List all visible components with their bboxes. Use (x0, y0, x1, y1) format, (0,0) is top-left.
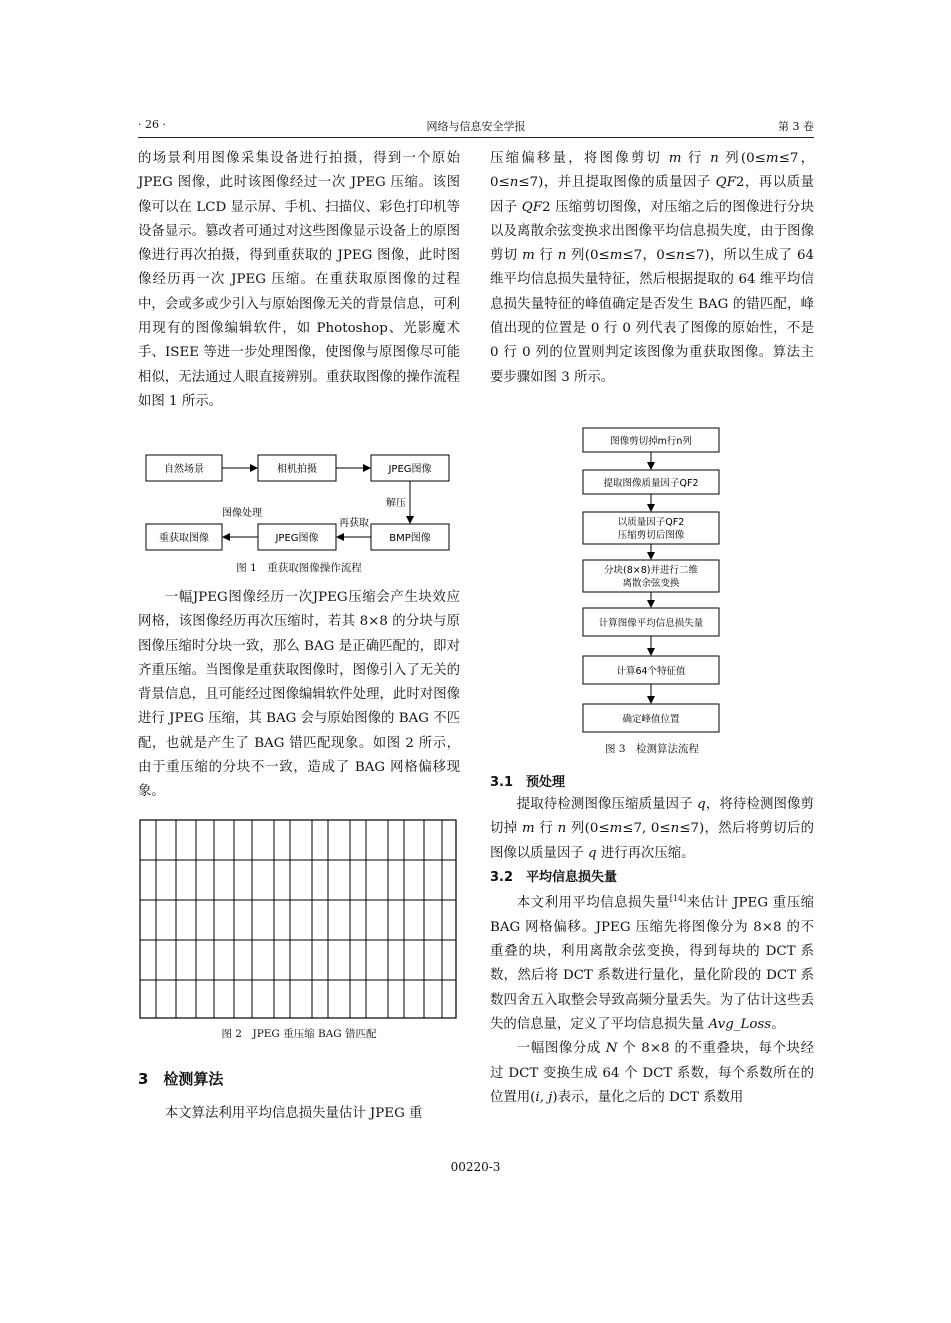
header-rule (138, 137, 814, 138)
left-paragraph-1 (138, 147, 460, 414)
para32-part-c: 。 (771, 1016, 785, 1032)
fig3-label-step3b: 压缩剪切后图像 (617, 530, 685, 541)
figure-3-flowchart (582, 426, 722, 738)
math-variable: n (710, 151, 719, 166)
fig1-label-process: 图像处理 (222, 508, 262, 519)
text-run: ≤7，0≤ (490, 151, 814, 191)
math-variable: q (697, 797, 706, 812)
math-variable: QF (521, 199, 543, 215)
math-variable: m (522, 248, 535, 264)
text-run: 压缩偏移量，将图像剪切 (490, 151, 669, 166)
math-variable: q (588, 845, 597, 861)
right-para31-text (490, 793, 814, 866)
fig3-label-step3a: 以质量因子QF2 (617, 517, 685, 528)
figure-1-flowchart (138, 448, 460, 558)
fig1-label-jpeg-top: JPEG图像 (388, 464, 432, 475)
fig1-label-jpeg-bottom: JPEG图像 (275, 533, 319, 544)
fig1-label-decompress: 解压 (386, 498, 406, 509)
text-run: 行 (681, 151, 711, 166)
math-variable: m (668, 151, 682, 166)
math-variable: n (557, 248, 567, 264)
figure-1-caption: 图 1 重获取图像操作流程 (236, 562, 362, 574)
citation-ref: [14] (669, 894, 687, 903)
left-para1-text: 的场景利用图像采集设备进行拍摄，得到一个原始 JPEG 图像，此时该图像经过一次 JPEG 压缩。该图像可以在 LCD 显示屏、手机、扫描仪、彩色打印机等设备显示。篡改者可通过对这些图像显示设备上的原图像进行再次拍摄，得到重获取的 JPEG 图像，此时图像经历再一次 JPEG 压缩。在重获取原图像的过程中，会或多或少引入与原始图像无关的背景信息，可利用现有的图像编辑软件，如 Photoshop、光影魔术手、ISEE 等进一步处理图像，使图像与原图像尽可能相似，无法通过人眼直接辨别。重获取图像的操作流程如图 1 所示。 (138, 151, 460, 409)
para33-var-ij: i, j (535, 1089, 553, 1105)
math-variable: n (675, 248, 685, 264)
right-paragraph-1 (490, 147, 814, 390)
section-3-2-title: 3.2 平均信息损失量 (490, 870, 618, 885)
text-run: 列(0≤ (566, 821, 610, 837)
fig1-label-reacquire: 再获取 (339, 518, 369, 529)
right-para1-text (490, 147, 814, 390)
text-run: 2，再以质量因子 (490, 175, 814, 215)
fig3-label-step6: 计算64个特征值 (616, 666, 686, 677)
section-3-title: 3 检测算法 (138, 1070, 224, 1088)
fig3-label-step4a: 分块(8×8)并进行二维 (604, 565, 698, 576)
math-variable: QF (715, 175, 736, 191)
math-variable: m (609, 821, 623, 837)
text-run: 进行再次压缩。 (596, 845, 695, 861)
text-run: ，将待检测图像剪切掉 (490, 797, 814, 837)
math-variable: n (557, 821, 567, 837)
section-3-1-title: 3.1 预处理 (490, 775, 566, 790)
para33-part-a: 一幅图像分成 (516, 1041, 606, 1057)
text-run: 列(0≤ (566, 248, 610, 264)
figure-2-grid (138, 818, 460, 1024)
right-para33-text (490, 1037, 814, 1110)
journal-name: 网络与信息安全学报 (426, 120, 526, 133)
left-paragraph-2 (138, 586, 460, 805)
text-run: ≤7，0≤ (622, 248, 676, 264)
page-footer: 00220-3 (450, 1160, 501, 1174)
right-paragraph-3-2 (490, 887, 814, 1110)
figure-2-caption: 图 2 JPEG 重压缩 BAG 错匹配 (221, 1028, 377, 1040)
math-variable: m (765, 151, 779, 166)
fig1-label-recap: 重获取图像 (159, 533, 209, 544)
left-para3-text: 本文算法利用平均信息损失量估计 JPEG 重 (164, 1106, 423, 1121)
para32-variable: Avg_Loss (708, 1016, 772, 1032)
right-para32-text (490, 887, 814, 1037)
math-variable: m (609, 248, 623, 264)
fig3-label-step4b: 离散余弦变换 (622, 578, 680, 589)
para32-part-b: 来估计 JPEG 重压缩 BAG 网格偏移。JPEG 压缩先将图像分为 8×8 的不重叠的块，利用离散余弦变换，得到每块的 DCT 系数，然后将 DCT 系数进行量化，量化阶段的 DCT 系数四舍五入取整会导致高频分量丢失。为了估计这些丢失的信息量，定义了平均信息损失量 (490, 895, 814, 1032)
text-run: 行 (534, 821, 558, 837)
text-run: ≤7)，所以生成了 64 维平均信息损失量特征，然后根据提取的 64 维平均信息损失量特征的峰值确定是否发生 BAG 的错匹配，峰值出现的位置是 0 行 0 列代表了图像的原始性，不是 0 行 0 列的位置则判定该图像为重获取图像。算法主要步骤如图 3 所示。 (490, 248, 814, 385)
left-paragraph-3 (138, 1102, 460, 1126)
math-variable: m (522, 821, 535, 837)
para33-part-c: )表示，量化之后的 DCT 系数用 (552, 1089, 744, 1105)
fig3-label-step1: 图像剪切掉m行n列 (610, 436, 692, 447)
fig3-label-step7: 确定峰值位置 (622, 714, 680, 725)
fig3-label-step5: 计算图像平均信息损失量 (598, 618, 704, 629)
page-number: · 26 · (138, 118, 166, 131)
right-paragraph-3-1 (490, 793, 814, 866)
math-variable: n (509, 175, 519, 191)
text-run: 行 (534, 248, 558, 264)
text-run: 2 压缩剪切图像，对压缩之后的图像进行分块以及离散余弦变换求出图像平均信息损失度，由于图像剪切 (490, 199, 814, 264)
text-run: ≤7, 0≤ (622, 821, 671, 837)
text-run: ≤7)，并且提取图像的质量因子 (518, 175, 716, 191)
math-variable: n (670, 821, 680, 837)
para33-var-N: N (605, 1041, 618, 1057)
text-run: 提取待检测图像压缩质量因子 (516, 797, 698, 812)
text-run: ≤7)，然后将剪切后的图像以质量因子 (490, 821, 814, 861)
figure-3-caption: 图 3 检测算法流程 (604, 743, 700, 755)
para33-part-b: 个 8×8 的不重叠块，每个块经过 DCT 变换生成 64 个 DCT 系数，每个系数所在的位置用( (490, 1041, 814, 1105)
volume-label: 第 3 卷 (778, 120, 814, 133)
para32-part-a: 本文利用平均信息损失量 (516, 895, 670, 911)
left-para2-text: 一幅JPEG图像经历一次JPEG压缩会产生块效应网格，该图像经历再次压缩时，若其 8×8 的分块与原图像压缩时分块一致，那么 BAG 是正确匹配的，即对齐重压缩。当图像是重获取图像时，图像引入了无关的背景信息，且可能经过图像编辑软件处理，此时对图像进行 JPEG 压缩，其 BAG 会与原始图像的 BAG 不匹配，也就是产生了 BAG 错匹配现象。如图 2 所示，由于重压缩的分块不一致，造成了 BAG 网格偏移现象。 (138, 590, 460, 800)
page-header (138, 118, 814, 138)
fig1-label-camera: 相机拍摄 (277, 464, 317, 475)
text-run: 列(0≤ (718, 151, 766, 166)
fig3-label-step2: 提取图像质量因子QF2 (603, 478, 699, 489)
fig1-label-nature: 自然场景 (164, 464, 204, 475)
fig1-label-bmp: BMP图像 (389, 533, 431, 544)
